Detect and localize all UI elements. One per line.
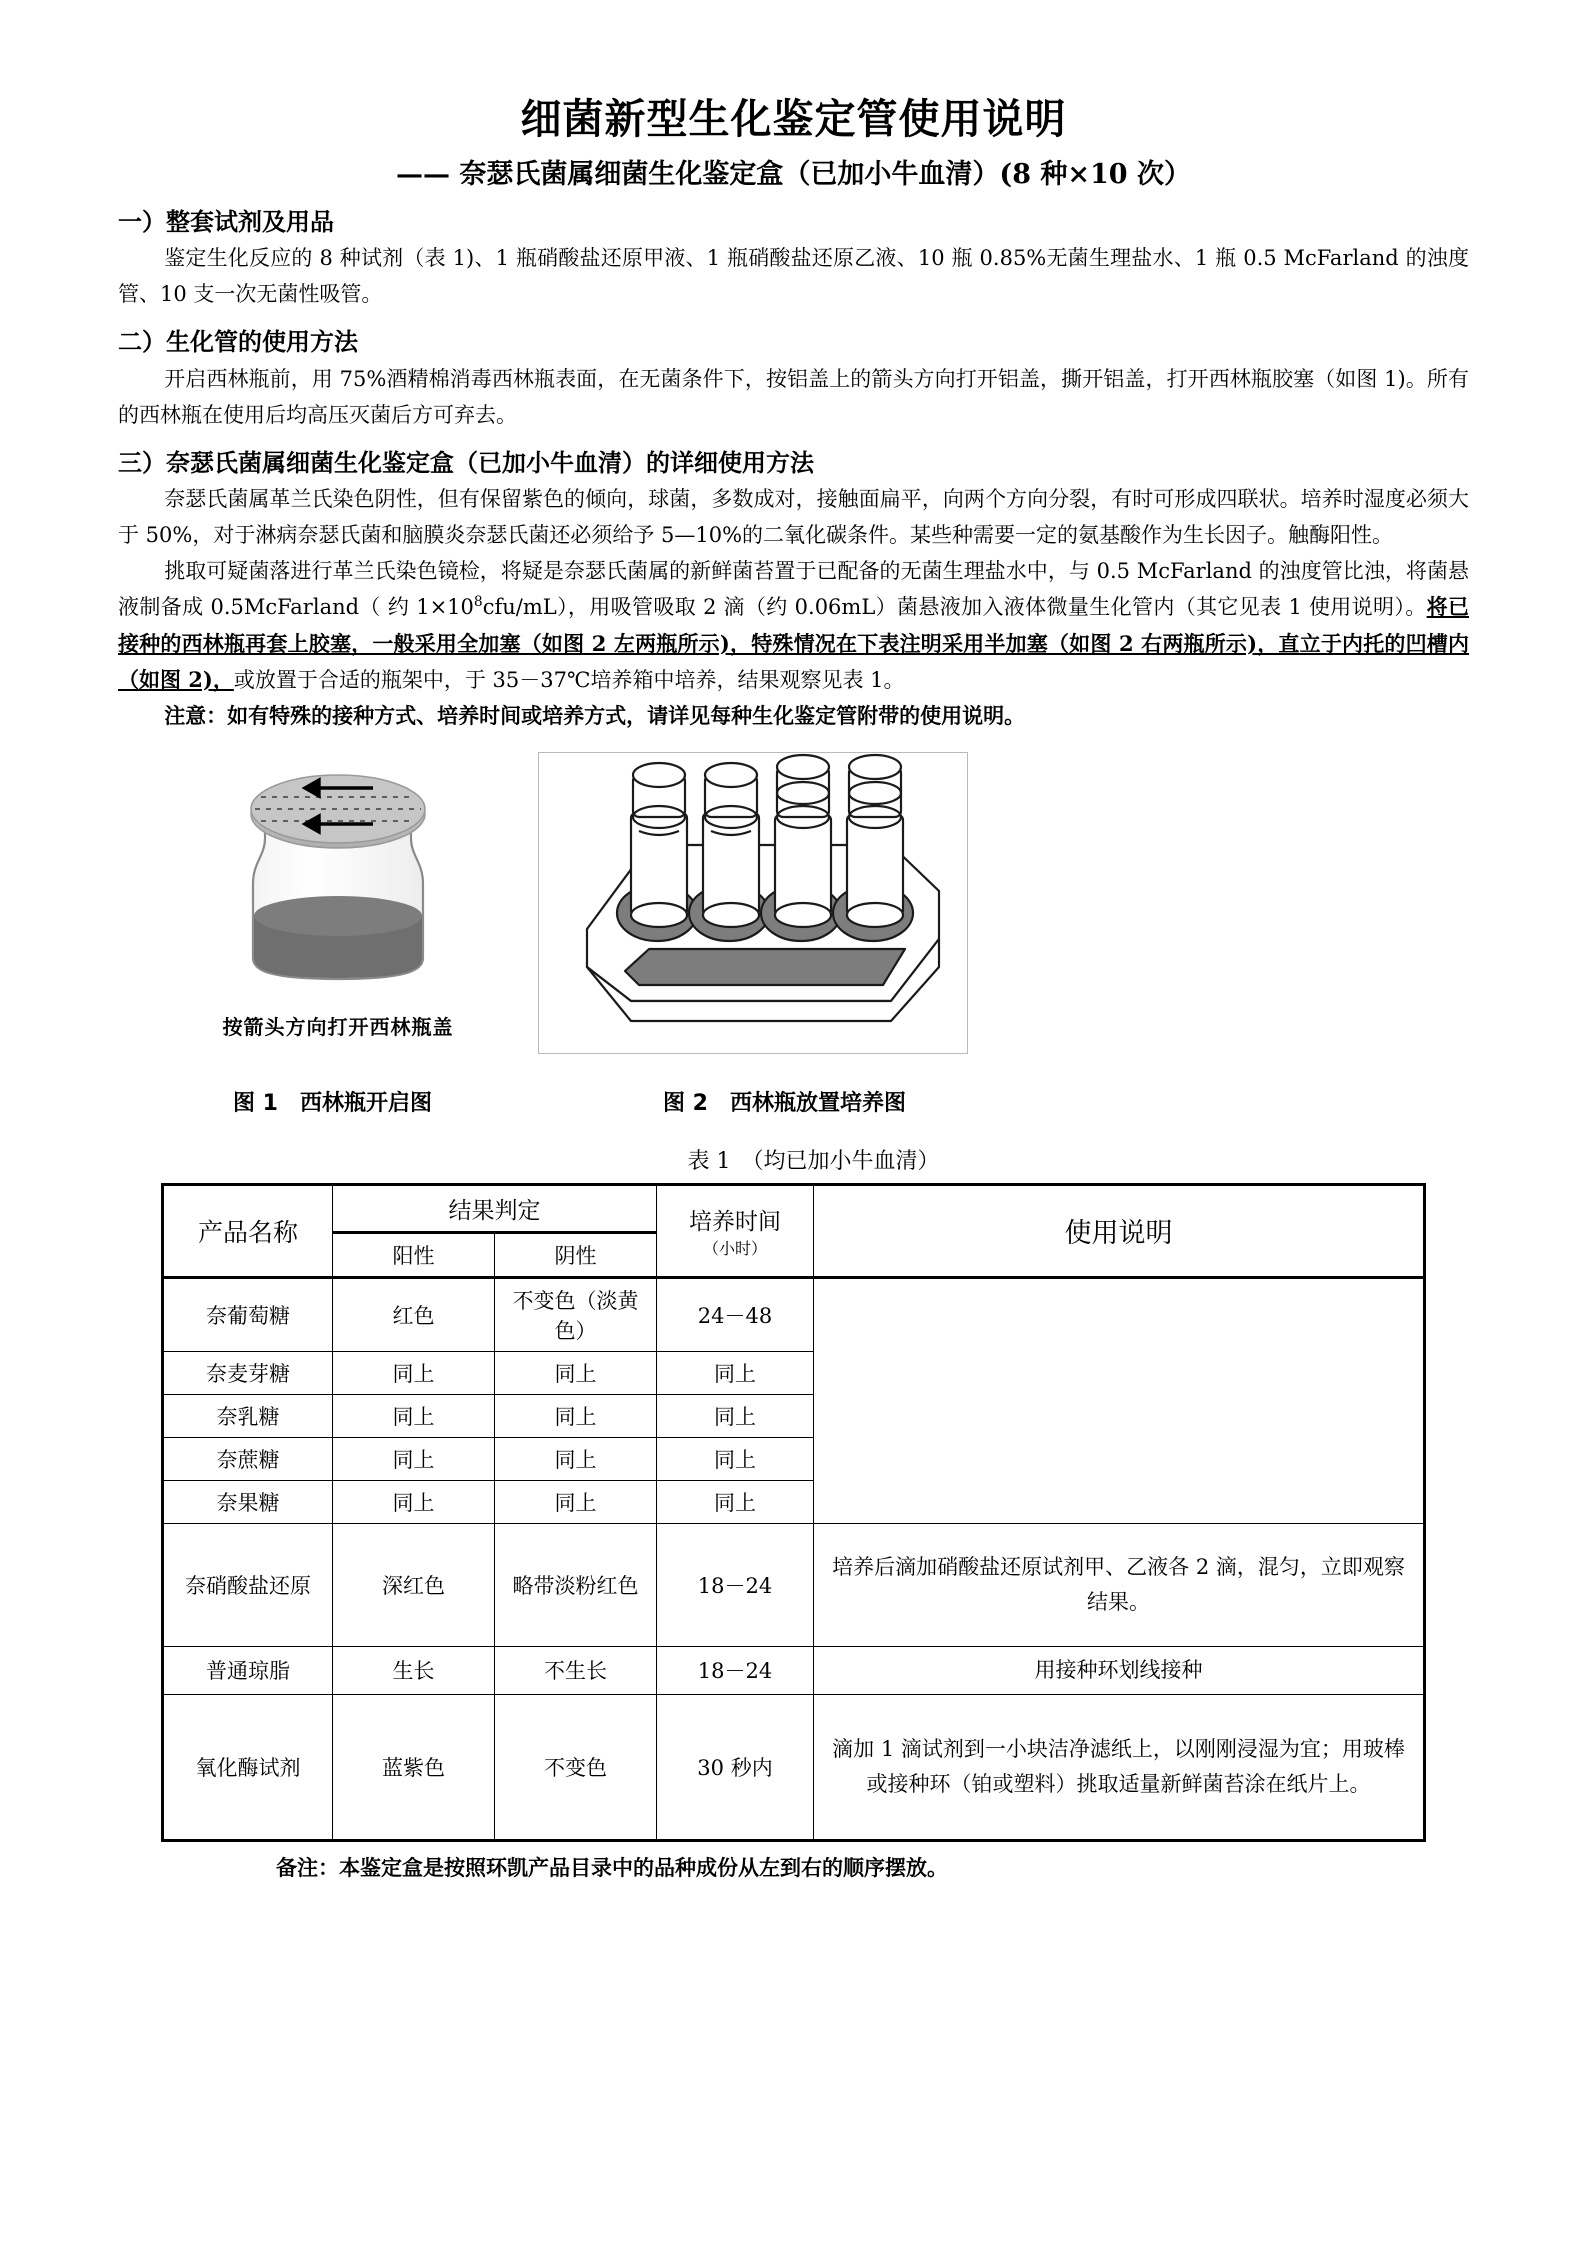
cell-positive: 蓝紫色 [333,1694,495,1840]
cell-time: 24－48 [657,1277,814,1351]
figures-area [118,752,1469,1082]
figure-captions [118,1086,1469,1126]
cell-negative: 不生长 [495,1646,657,1694]
header-culture-time [657,1184,814,1277]
cell-positive: 同上 [333,1480,495,1523]
cell-instruction: 用接种环划线接种 [814,1646,1425,1694]
cell-time: 同上 [657,1394,814,1437]
header-positive: 阳性 [333,1232,495,1277]
cell-negative: 同上 [495,1351,657,1394]
figure-1-caption: 图 1 西林瓶开启图 [233,1090,432,1116]
results-table [161,1183,1426,1842]
cell-time: 同上 [657,1437,814,1480]
section-heading-2: 二）生化管的使用方法 [118,328,358,357]
cell-negative: 不变色（淡黄色） [495,1277,657,1351]
vial-open-diagram [213,766,463,1001]
section-1-paragraph: 鉴定生化反应的 8 种试剂（表 1)、1 瓶硝酸盐还原甲液、1 瓶硝酸盐还原乙液、10 瓶 0.85%无菌生理盐水、1 瓶 0.5 McFarland 的浊度管、10 支一次无菌性吸管。 [118,245,1469,307]
figure-1 [173,766,503,1040]
section-heading-3: 三）奈瑟氏菌属细菌生化鉴定盒（已加小牛血清）的详细使用方法 [118,448,814,477]
figure-2-caption: 图 2 西林瓶放置培养图 [663,1090,906,1116]
vial-rack-diagram [539,753,967,1053]
cell-positive: 生长 [333,1646,495,1694]
cell-instruction: 培养后滴加硝酸盐还原试剂甲、乙液各 2 滴，混匀，立即观察结果。 [814,1523,1425,1646]
cell-product-name: 奈硝酸盐还原 [163,1523,333,1646]
table-remark: 备注：本鉴定盒是按照环凯产品目录中的品种成份从左到右的顺序摆放。 [276,1855,948,1880]
cell-time: 同上 [657,1480,814,1523]
table-row [163,1277,1425,1351]
header-instructions: 使用说明 [814,1184,1425,1277]
cell-negative: 同上 [495,1394,657,1437]
cell-product-name: 奈乳糖 [163,1394,333,1437]
cell-positive: 红色 [333,1277,495,1351]
cell-instruction-sugars [814,1277,1425,1523]
section-2-paragraph: 开启西林瓶前，用 75%酒精棉消毒西林瓶表面，在无菌条件下，按铝盖上的箭头方向打开铝盖，撕开铝盖，打开西林瓶胶塞（如图 1)。所有的西林瓶在使用后均高压灭菌后方可弃去。 [118,366,1469,427]
cell-time: 18－24 [657,1646,814,1694]
cell-product-name: 奈葡萄糖 [163,1277,333,1351]
cell-positive: 同上 [333,1394,495,1437]
cell-time: 同上 [657,1351,814,1394]
para3-part3: 或放置于合适的瓶架中，于 35－37℃培养箱中培养，结果观察见表 1。 [233,667,905,692]
header-negative: 阴性 [495,1232,657,1277]
cell-negative: 略带淡粉红色 [495,1523,657,1646]
para3-part2: cfu/mL），用吸管吸取 2 滴（约 0.06mL）菌悬液加入液体微量生化管内（其它见表 1 使用说明）。 [482,595,1427,620]
table-row [163,1694,1425,1840]
figure-2 [538,752,968,1054]
figure-1-inner-caption: 按箭头方向打开西林瓶盖 [222,1014,454,1039]
cell-positive: 同上 [333,1351,495,1394]
header-result: 结果判定 [333,1184,657,1232]
section-3-paragraph-2 [118,553,1469,697]
cell-product-name: 奈蔗糖 [163,1437,333,1480]
cell-product-name: 氧化酶试剂 [163,1694,333,1840]
cell-time: 18－24 [657,1523,814,1646]
table-row [163,1646,1425,1694]
section-heading-1: 一）整套试剂及用品 [118,207,334,236]
para3-superscript: 8 [473,594,483,611]
header-product-name: 产品名称 [163,1184,333,1277]
table-row [163,1523,1425,1646]
table-caption: 表 1 （均已加小牛血清） [687,1148,940,1174]
header-culture-time-unit: （小时） [702,1238,767,1258]
cell-product-name: 奈麦芽糖 [163,1351,333,1394]
cell-product-name: 奈果糖 [163,1480,333,1523]
header-culture-time-label: 培养时间 [689,1208,781,1235]
cell-negative: 同上 [495,1437,657,1480]
caution-note: 注意：如有特殊的接种方式、培养时间或培养方式，请详见每种生化鉴定管附带的使用说明。 [164,702,1026,728]
section-3-paragraph-1: 奈瑟氏菌属革兰氏染色阴性，但有保留紫色的倾向，球菌，多数成对，接触面扁平，向两个方向分裂，有时可形成四联状。培养时湿度必须大于 50%，对于淋病奈瑟氏菌和脑膜炎奈瑟氏菌还必须给予 5—10%的二氧化碳条件。某些种需要一定的氨基酸作为生长因子。触酶阳性。 [118,487,1469,548]
cell-positive: 同上 [333,1437,495,1480]
cell-negative: 同上 [495,1480,657,1523]
para3-part1: 挑取可疑菌落进行革兰氏染色镜检，将疑是奈瑟氏菌属的新鲜菌苔置于已配备的无菌生理盐水中，与 0.5 McFarland 的浊度管比浊，将菌悬液制备成 0.5McFarland（ 约 1×10 [118,559,1469,620]
table-header-row-1 [163,1184,1425,1232]
page-title: 细菌新型生化鉴定管使用说明 [520,95,1067,143]
cell-positive: 深红色 [333,1523,495,1646]
page-subtitle: —— 奈瑟氏菌属细菌生化鉴定盒（已加小牛血清）(8 种×10 次） [396,159,1191,191]
para3-underlined: 将已接种的西林瓶再套上胶塞，一般采用全加塞（如图 2 左两瓶所示)，特殊情况在下表注明采用半加塞（如图 2 右两瓶所示)，直立于内托的凹槽内（如图 2)， [118,594,1469,692]
cell-negative: 不变色 [495,1694,657,1840]
cell-product-name: 普通琼脂 [163,1646,333,1694]
cell-time: 30 秒内 [657,1694,814,1840]
cell-instruction: 滴加 1 滴试剂到一小块洁净滤纸上，以刚刚浸湿为宜；用玻棒或接种环（铂或塑料）挑取适量新鲜菌苔涂在纸片上。 [814,1694,1425,1840]
